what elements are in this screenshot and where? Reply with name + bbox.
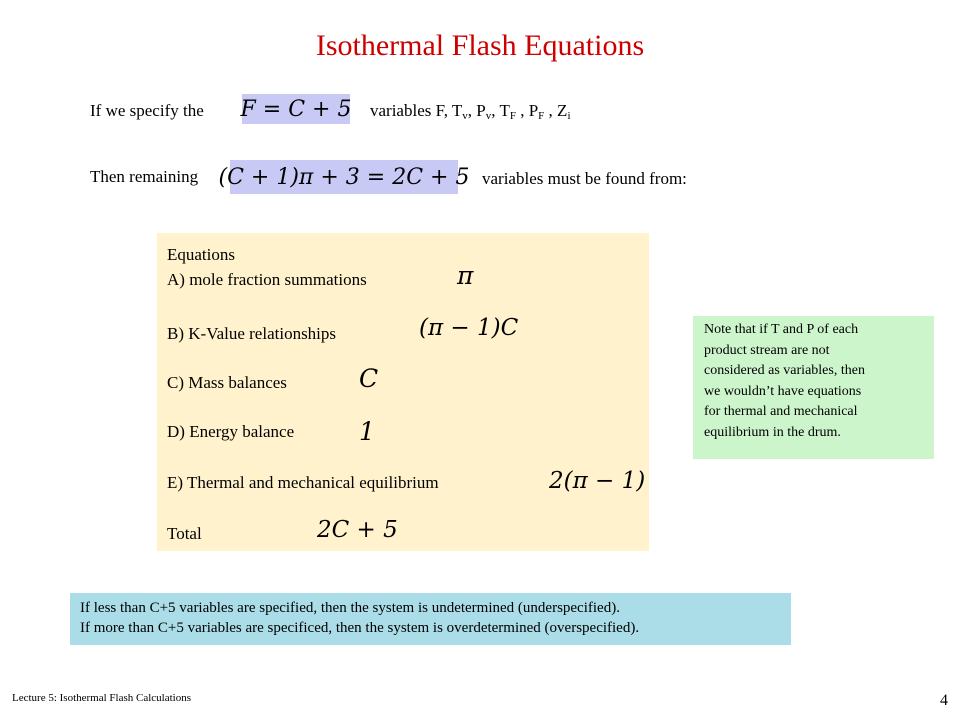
subscript-v: v xyxy=(462,110,468,122)
variables-note-box xyxy=(693,316,934,459)
equations-panel xyxy=(157,233,649,551)
specified-variables-list xyxy=(370,101,571,121)
equation-item-label: A) mole fraction summations xyxy=(167,270,367,289)
variable-t: , T xyxy=(491,101,510,120)
variable-p: , P xyxy=(467,101,486,120)
slide-title: Isothermal Flash Equations xyxy=(315,29,645,62)
equation-count-expression: 2(π − 1) xyxy=(549,468,646,494)
specify-lead-text: If we specify the xyxy=(90,101,204,120)
equation-item-label: C) Mass balances xyxy=(167,373,287,392)
subscript-f: F xyxy=(509,110,516,122)
equation-count-expression: 1 xyxy=(359,417,375,446)
subscript-i: i xyxy=(567,110,571,122)
summary-line: If more than C+5 variables are specificed, then the system is overdetermined (overspecified). xyxy=(80,620,640,636)
equation-count-expression: C xyxy=(359,364,379,393)
degrees-of-freedom-equation-text: F = C + 5 xyxy=(240,96,352,122)
remaining-variables-equation-text: (C + 1)π + 3 = 2C + 5 xyxy=(218,164,470,190)
note-line: considered as variables, then xyxy=(704,363,865,378)
note-line: product stream are not xyxy=(704,342,830,358)
note-line: for thermal and mechanical xyxy=(704,404,858,419)
subscript-v: v xyxy=(485,110,492,122)
remaining-tail-text: variables must be found from: xyxy=(482,169,687,188)
variable-pf: , P xyxy=(515,101,539,120)
remaining-lead-text: Then remaining xyxy=(90,167,199,186)
equation-item-label: Total xyxy=(167,524,202,543)
specification-summary-box xyxy=(70,593,791,645)
variables-label: variables F, T xyxy=(370,101,463,120)
equation-count-expression: 2C + 5 xyxy=(317,517,398,543)
equation-item-label: B) K-Value relationships xyxy=(167,324,337,343)
equation-item-label: D) Energy balance xyxy=(167,422,295,441)
subscript-f: F xyxy=(538,110,545,122)
page-number: 4 xyxy=(940,692,948,709)
note-line: we wouldn’t have equations xyxy=(704,383,862,399)
lecture-footer: Lecture 5: Isothermal Flash Calculations xyxy=(12,692,192,704)
summary-line: If less than C+5 variables are specified, then the system is undetermined (underspecified). xyxy=(80,600,620,616)
variable-z: , Z xyxy=(544,101,568,120)
note-line: Note that if T and P of each xyxy=(704,322,859,337)
remaining-variables-equation xyxy=(218,160,470,194)
equation-item-label: E) Thermal and mechanical equilibrium xyxy=(167,473,439,492)
degrees-of-freedom-equation xyxy=(242,94,350,124)
note-line: equilibrium in the drum. xyxy=(704,424,841,440)
equation-count-expression: π xyxy=(457,261,474,290)
equations-heading: Equations xyxy=(167,245,235,264)
equation-count-expression: (π − 1)C xyxy=(419,315,519,341)
